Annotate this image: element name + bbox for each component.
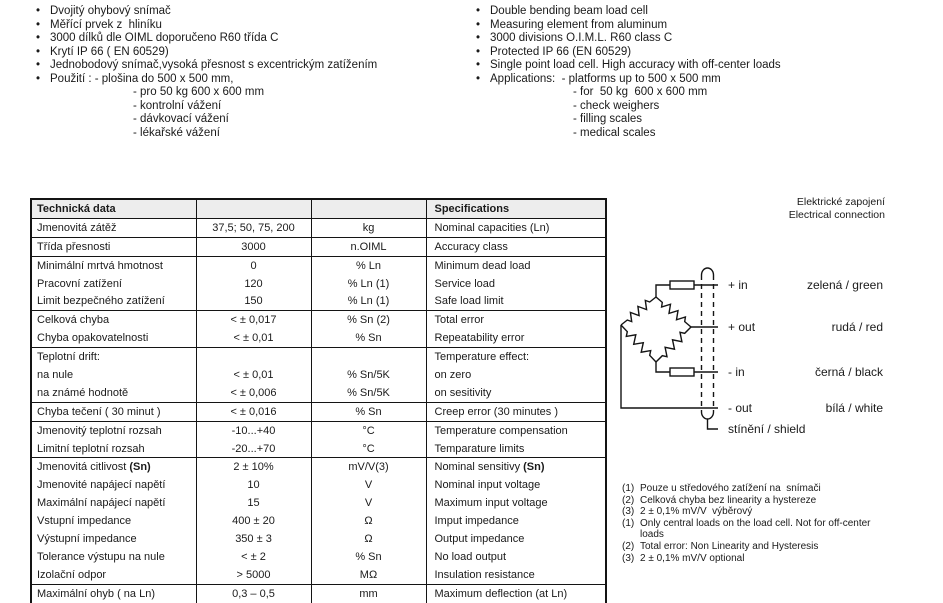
compensation-resistor-bottom — [670, 368, 694, 376]
strain-gauge-top-right-icon — [656, 297, 691, 327]
table-header-english: Specifications — [426, 199, 606, 218]
spec-value: < ± 2 — [196, 548, 311, 566]
spec-value — [196, 348, 311, 366]
spec-label-czech: Jmenovité napájecí napětí — [37, 479, 166, 492]
footnote-number: (3) — [622, 552, 635, 564]
spec-row — [31, 512, 606, 530]
spec-row — [31, 237, 606, 256]
spec-unit: °C — [311, 421, 426, 439]
spec-unit: °C — [311, 440, 426, 458]
spec-label-czech: Vstupní impedance — [37, 515, 132, 528]
spec-label-english: Nominal input voltage — [426, 476, 606, 494]
spec-label-czech: Maximální napájecí napětí — [37, 497, 166, 510]
feature-subitem: - dávkovací vážení — [133, 113, 229, 125]
spec-unit: % Sn/5K — [311, 366, 426, 384]
spec-value: 2 ± 10% — [196, 458, 311, 476]
footnote-text: 2 ± 0,1% mV/V optional — [640, 552, 745, 564]
wheatstone-bridge-diagram — [615, 262, 943, 497]
spec-label-english: Maximum deflection (at Ln) — [426, 584, 606, 603]
spec-value: 150 — [196, 292, 311, 310]
spec-label-czech: Jmenovitá zátěž — [31, 218, 196, 237]
feature-subitem: - for 50 kg 600 x 600 mm — [573, 86, 708, 98]
feature-subitem: - pro 50 kg 600 x 600 mm — [133, 86, 265, 98]
feature-item: • Measuring element from aluminum — [473, 19, 938, 33]
spec-value: 10 — [196, 476, 311, 494]
spec-label-czech: Tolerance výstupu na nule — [37, 550, 165, 563]
footnote-text: Pouze u středového zatížení na snímači — [640, 483, 821, 494]
spec-label-english: Temperature effect: — [426, 348, 606, 366]
spec-label-czech: na nule — [37, 368, 74, 381]
spec-row — [31, 402, 606, 421]
spec-unit: % Sn/5K — [311, 384, 426, 402]
wire-shield — [708, 419, 719, 430]
specifications-table — [30, 198, 607, 603]
spec-unit: mV/V(3) — [311, 458, 426, 476]
footnote — [622, 553, 884, 565]
spec-row — [31, 256, 606, 274]
feature-item: • Použití : - plošina do 500 x 500 mm, — [33, 73, 468, 87]
spec-label-czech: Jmenovitá citlivost (Sn) — [37, 461, 151, 474]
strain-gauge-top-left-icon — [621, 297, 656, 325]
spec-label-english: Minimum dead load — [426, 256, 606, 274]
feature-subitem: - filling scales — [573, 113, 643, 125]
feature-item: • 3000 divisions O.I.M.L. R60 class C — [473, 32, 938, 46]
spec-unit — [311, 348, 426, 366]
feature-item: • Applications: - platforms up to 500 x 500 mm — [473, 73, 938, 87]
spec-unit: % Ln (1) — [311, 275, 426, 293]
spec-value: < ± 0,017 — [196, 311, 311, 329]
spec-unit: % Sn — [311, 402, 426, 421]
feature-item: • Double bending beam load cell — [473, 5, 938, 19]
spec-label-english: Safe load limit — [426, 292, 606, 310]
feature-item: • Krytí IP 66 ( EN 60529) — [33, 46, 468, 60]
diagram-title — [690, 196, 885, 221]
spec-label-czech: Limitní teplotní rozsah — [31, 440, 196, 458]
feature-item: • Měřící prvek z hliníku — [33, 19, 468, 33]
footnote-number: (1) — [622, 483, 635, 494]
spec-label-czech: Izolační odpor — [31, 566, 196, 584]
spec-row — [31, 440, 606, 458]
spec-label-english: Total error — [426, 311, 606, 329]
spec-value: < ± 0,01 — [196, 366, 311, 384]
spec-label-english: Nominal capacities (Ln) — [426, 218, 606, 237]
footnote — [622, 483, 884, 495]
spec-label-czech: Výstupní impedance — [37, 532, 137, 545]
features-list-czech — [33, 5, 468, 140]
spec-unit: V — [311, 476, 426, 494]
spec-value: > 5000 — [196, 566, 311, 584]
spec-label-english: Imput impedance — [426, 512, 606, 530]
spec-value: < ± 0,006 — [196, 384, 311, 402]
terminal-label-minus-in: - in — [728, 365, 745, 379]
footnote — [622, 518, 884, 541]
spec-row — [31, 458, 606, 476]
feature-item: • Single point load cell. High accuracy with off-center loads — [473, 59, 938, 73]
spec-row — [31, 275, 606, 293]
spec-label-english: Nominal sensitivy (Sn) — [426, 458, 606, 476]
footnote-number: (2) — [622, 494, 635, 506]
spec-value: 400 ± 20 — [196, 512, 311, 530]
feature-subitem: - lékařské vážení — [133, 126, 220, 139]
feature-subitem: - kontrolní vážení — [133, 99, 222, 112]
spec-value: < ± 0,01 — [196, 329, 311, 347]
spec-label-english: Insulation resistance — [426, 566, 606, 584]
strain-gauge-bottom-left-icon — [621, 325, 656, 362]
table-header-value-col — [196, 199, 311, 218]
spec-unit: % Sn — [311, 548, 426, 566]
spec-row — [31, 218, 606, 237]
spec-value: 0 — [196, 256, 311, 274]
footnote-text: Only central loads on the load cell. Not for off-center loads — [640, 517, 874, 541]
spec-unit: % Sn (2) — [311, 311, 426, 329]
feature-item: • 3000 dílků dle OIML doporučeno R60 třída C — [33, 32, 468, 46]
spec-label-english: Accuracy class — [426, 237, 606, 256]
spec-label-english: Creep error (30 minutes ) — [426, 402, 606, 421]
spec-value: 0,3 – 0,5 — [196, 584, 311, 603]
spec-row — [31, 476, 606, 494]
spec-row — [31, 421, 606, 439]
footnote — [622, 506, 884, 518]
footnote-number: (1) — [622, 517, 635, 529]
wire-color-green: zelená / green — [806, 278, 883, 292]
spec-label-english: Temperature compensation — [426, 421, 606, 439]
diagram-title-czech: Elektrické zapojení — [796, 196, 885, 208]
spec-label-czech: Pracovní zatížení — [37, 277, 122, 290]
footnote — [622, 495, 884, 507]
spec-label-czech: Jmenovitý teplotní rozsah — [37, 424, 162, 437]
spec-label-czech: Chyba tečení ( 30 minut ) — [31, 402, 196, 421]
footnote-number: (2) — [622, 540, 635, 552]
spec-row — [31, 566, 606, 584]
cable-sheath-top-arc — [702, 268, 714, 275]
footnote-text: Celková chyba bez linearity a hystereze — [640, 494, 817, 506]
feature-item: • Dvojitý ohybový snímač — [33, 5, 468, 19]
spec-label-czech: Maximální ohyb ( na Ln) — [37, 587, 155, 600]
diagram-title-english: Electrical connection — [788, 208, 885, 221]
spec-row — [31, 548, 606, 566]
spec-row — [31, 366, 606, 384]
spec-unit: Ω — [311, 512, 426, 530]
features-list-english — [473, 5, 938, 140]
spec-label-english: on zero — [426, 366, 606, 384]
spec-row — [31, 494, 606, 512]
spec-row — [31, 292, 606, 310]
spec-row — [31, 311, 606, 329]
spec-value: 350 ± 3 — [196, 530, 311, 548]
spec-value: 3000 — [196, 237, 311, 256]
feature-subitem: - medical scales — [573, 126, 656, 139]
spec-unit: V — [311, 494, 426, 512]
terminal-label-plus-in: + in — [728, 278, 748, 292]
spec-label-czech: Teplotní drift: — [37, 351, 100, 364]
strain-gauge-bottom-right-icon — [656, 327, 691, 362]
spec-value: < ± 0,016 — [196, 402, 311, 421]
spec-unit: n.OIML — [311, 237, 426, 256]
spec-value: 37,5; 50, 75, 200 — [196, 218, 311, 237]
footnote-text: Total error: Non Linearity and Hysteresis — [640, 540, 819, 552]
wire-color-red: rudá / red — [831, 320, 883, 334]
table-header-czech: Technická data — [31, 199, 196, 218]
spec-row — [31, 348, 606, 366]
sn-bold-suffix: (Sn) — [129, 461, 151, 474]
spec-unit: % Sn — [311, 329, 426, 347]
spec-label-english: Service load — [426, 275, 606, 293]
spec-label-english: No load output — [426, 548, 606, 566]
spec-label-czech: Limit bezpečného zatížení — [31, 292, 196, 310]
table-header-row — [31, 199, 606, 218]
spec-unit: kg — [311, 218, 426, 237]
spec-label-czech: na známé hodnotě — [31, 384, 196, 402]
sn-bold-suffix: (Sn) — [523, 461, 545, 474]
spec-value: 120 — [196, 275, 311, 293]
spec-label-czech: Celková chyba — [37, 314, 110, 327]
spec-label-english: Maximum input voltage — [426, 494, 606, 512]
shield-label: stínění / shield — [728, 422, 806, 436]
spec-unit: mm — [311, 584, 426, 603]
spec-label-english: Temparature limits — [426, 440, 606, 458]
spec-label-english: Repeatability error — [426, 329, 606, 347]
footnote-number: (3) — [622, 506, 635, 518]
feature-item: • Protected IP 66 (EN 60529) — [473, 46, 938, 60]
spec-value: -10...+40 — [196, 421, 311, 439]
compensation-resistor-top — [670, 281, 694, 289]
spec-value: -20...+70 — [196, 440, 311, 458]
feature-item: • Jednobodový snímač,vysoká přesnost s excentrickým zatížením — [33, 59, 468, 73]
spec-row — [31, 584, 606, 603]
spec-label-czech: Chyba opakovatelnosti — [31, 329, 196, 347]
table-header-unit-col — [311, 199, 426, 218]
terminal-label-plus-out: + out — [728, 320, 756, 334]
footnote — [622, 541, 884, 553]
spec-label-czech: Třída přesnosti — [31, 237, 196, 256]
wire-color-black: černá / black — [814, 365, 883, 379]
spec-label-english: Output impedance — [426, 530, 606, 548]
spec-unit: % Ln — [311, 256, 426, 274]
spec-value: 15 — [196, 494, 311, 512]
terminal-label-minus-out: - out — [728, 401, 753, 415]
spec-unit: % Ln (1) — [311, 292, 426, 310]
spec-row — [31, 530, 606, 548]
spec-unit: MΩ — [311, 566, 426, 584]
spec-label-czech: Minimální mrtvá hmotnost — [37, 259, 163, 272]
spec-label-english: on sesitivity — [426, 384, 606, 402]
footnotes — [622, 483, 884, 564]
feature-subitem: - check weighers — [573, 99, 660, 112]
wire-color-white: bílá / white — [825, 401, 883, 415]
spec-row — [31, 384, 606, 402]
cable-sheath-bottom-arc — [702, 412, 714, 419]
spec-row — [31, 329, 606, 347]
spec-unit: Ω — [311, 530, 426, 548]
footnote-text: 2 ± 0,1% mV/V výběrový — [640, 506, 753, 518]
